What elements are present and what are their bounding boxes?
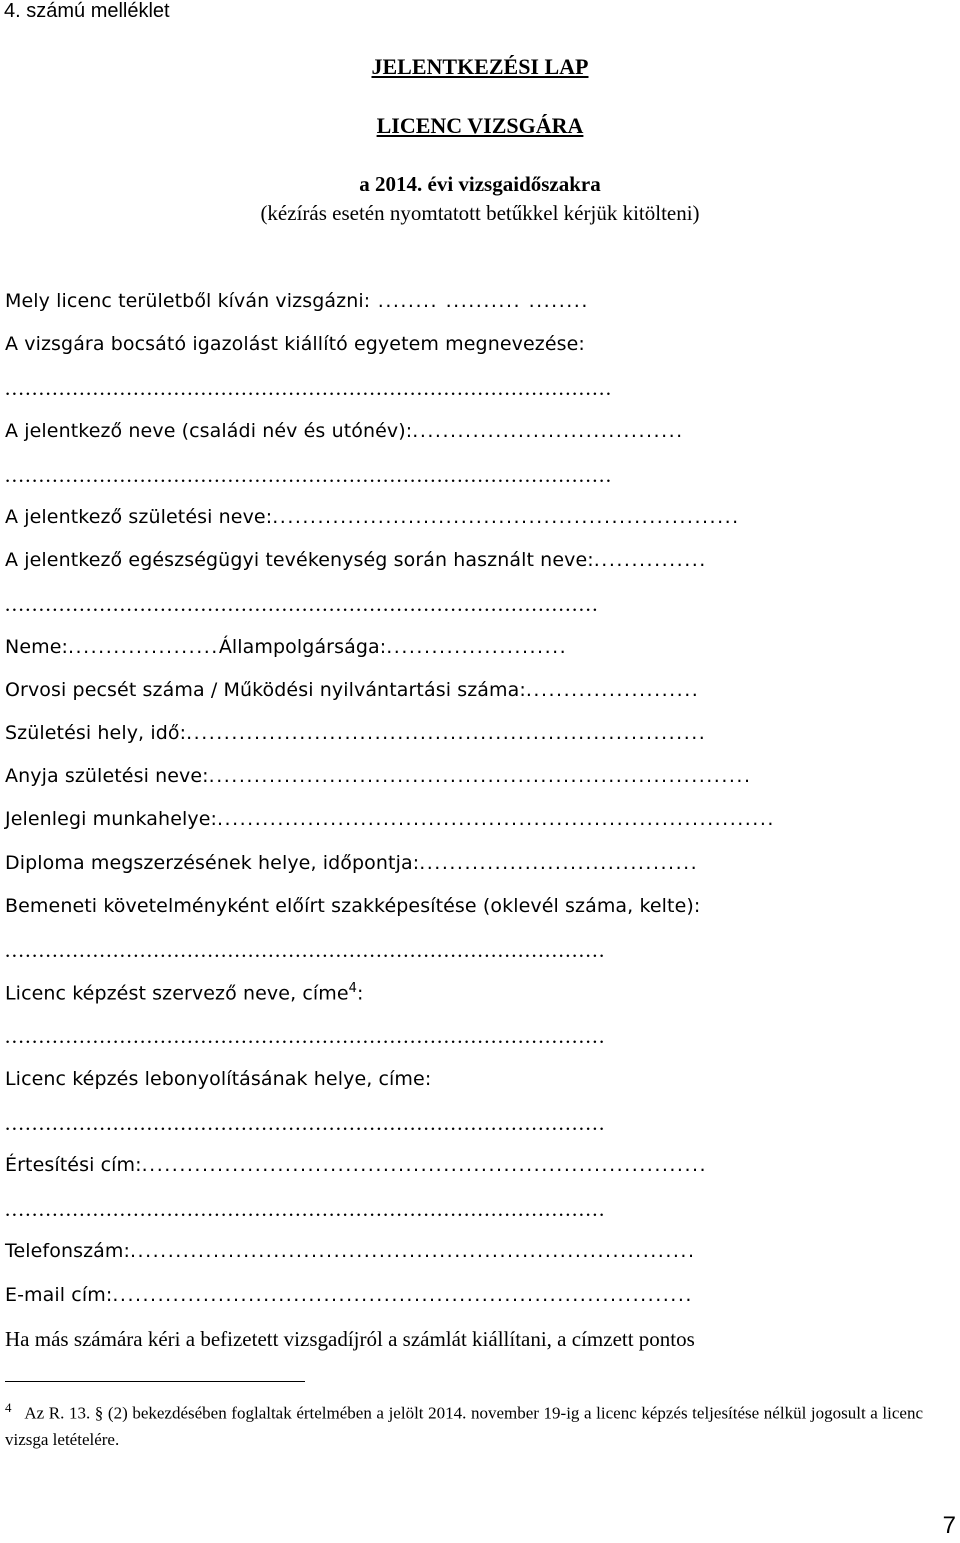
fill-in-blank[interactable]: ........ .......... ........ [370,290,589,312]
form-field-line [5,1068,431,1090]
field-label: E-mail cím: [5,1284,113,1306]
fill-in-blank[interactable]: ......................................................................................... [5,1111,606,1135]
field-label: Jelenlegi munkahelye: [5,808,217,830]
fill-in-blank[interactable]: ........................ [386,636,568,658]
form-field-line [5,1327,695,1352]
form-field-line [5,592,599,617]
form-field-line [5,722,706,744]
form-field-line [5,679,699,701]
form-field-line [5,420,684,442]
form-subtitle: LICENC VIZSGÁRA [376,113,584,138]
footnote-separator [5,1381,305,1382]
form-field-line [5,895,700,917]
field-label: Orvosi pecsét száma / Működési nyilvántartási száma: [5,679,526,701]
field-label: Neme: [5,636,69,658]
field-label: Anyja születési neve: [5,765,209,787]
form-field-line [5,765,752,787]
form-field-line [5,981,364,1004]
fill-in-blank[interactable]: .......................................................................... [217,808,775,830]
field-label: A jelentkező egészségügyi tevékenység során használt neve: [5,549,594,571]
annex-label: 4. számú melléklet [4,0,170,22]
form-field-line [5,1197,606,1222]
footnote [5,1395,923,1453]
form-field-line [5,1111,606,1136]
fill-in-blank[interactable]: ..................................................................... [186,722,707,744]
form-field-line [5,636,567,658]
form-field-line [5,333,585,355]
fill-in-blank[interactable]: ............... [593,549,707,571]
fill-in-blank[interactable]: ........................................................................... [141,1154,708,1176]
fill-in-blank[interactable]: ........................................................................................ [5,592,599,616]
field-label: Diploma megszerzésének helye, időpontja: [5,852,420,874]
field-label: Értesítési cím: [5,1154,142,1176]
form-field-line [5,1154,707,1176]
page-number: 7 [942,1512,956,1539]
field-label: A jelentkező neve (családi név és utónév): [5,420,413,442]
fill-in-blank[interactable]: ......................................................................................... [5,1197,606,1221]
form-field-line [5,852,698,874]
form-field-line [5,1240,695,1262]
form-field-line [5,463,613,488]
field-label: Állampolgársága: [218,636,387,658]
form-field-line [5,938,606,963]
exam-period: a 2014. évi vizsgaidőszakra [359,172,601,196]
footnote-text: Az R. 13. § (2) bekezdésében foglaltak értelmében a jelölt 2014. november 19-ig a licenc képzés teljesítése nélkül jogosult a licenc vizsga letételére. [5,1403,924,1449]
footnote-reference: 4 [348,981,358,996]
fill-in-blank[interactable]: .................................... [412,420,684,442]
fill-instruction: (kézírás esetén nyomtatott betűkkel kérjük kitölteni) [260,201,700,225]
fill-in-blank[interactable]: .................... [68,636,219,658]
form-field-line [5,549,707,571]
fill-in-blank[interactable]: .......................................................................................... [5,463,613,487]
field-label: Telefonszám: [5,1240,131,1262]
field-label: Licenc képzést szervező neve, címe [5,982,349,1005]
field-label: Bemeneti követelményként előírt szakképesítése (oklevél száma, kelte): [5,895,701,917]
form-field-line [5,506,740,528]
footnote-mark: 4 [5,1400,12,1415]
form-field-line [5,290,589,312]
fill-in-blank[interactable]: ......................................................................................... [5,938,606,962]
field-label: A jelentkező születési neve: [5,506,273,528]
fill-in-blank[interactable]: ..................................... [419,852,699,874]
form-field-line [5,1024,606,1049]
form-title: JELENTKEZÉSI LAP [371,54,589,79]
fill-in-blank[interactable]: ............................................................................. [112,1284,693,1306]
form-field-line [5,376,613,401]
field-label: A vizsgára bocsátó igazolást kiállító egyetem megnevezése: [5,333,585,355]
field-label-tail: : [357,982,364,1005]
fill-in-blank[interactable]: .............................................................. [272,506,740,528]
field-label: Születési hely, idő: [5,722,187,744]
form-field-line [5,1284,693,1306]
fill-in-blank[interactable]: ......................................................................................... [5,1024,606,1048]
field-label: Ha más számára kéri a befizetett vizsgadíjról a számlát kiállítani, a címzett pontos [5,1327,695,1351]
fill-in-blank[interactable]: .......................................................................................... [5,376,613,400]
form-field-line [5,808,775,830]
fill-in-blank[interactable]: ........................................................................ [208,765,752,787]
field-label: Mely licenc területből kíván vizsgázni: [5,290,371,312]
fill-in-blank[interactable]: ....................... [525,679,700,701]
field-label: Licenc képzés lebonyolításának helye, címe: [5,1068,432,1090]
fill-in-blank[interactable]: ........................................................................... [130,1240,696,1262]
